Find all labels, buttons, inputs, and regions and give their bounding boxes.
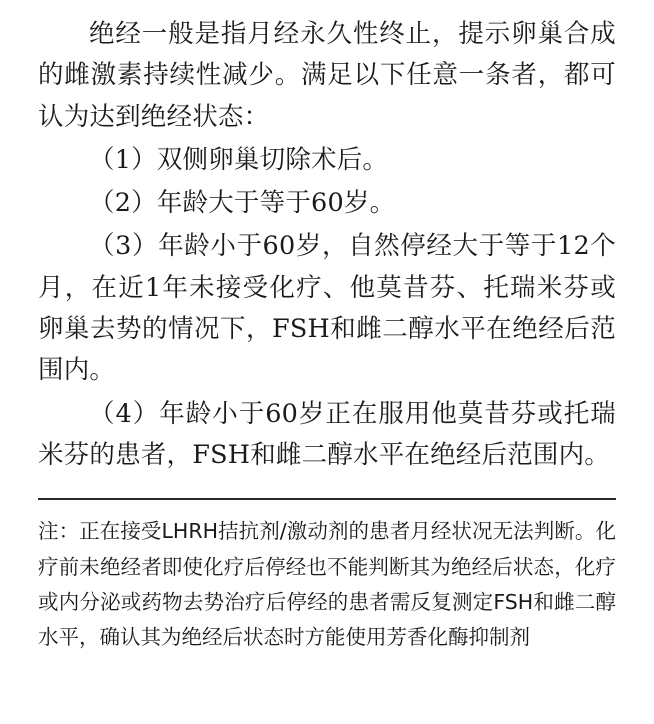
paragraph-criterion-1: （1）双侧卵巢切除术后。: [89, 144, 389, 175]
paragraph-criterion-4: （4）年龄小于60岁正在服用他莫昔芬或托瑞米芬的患者，FSH和雌二醇水平在绝经后范围内。: [38, 398, 616, 470]
paragraph-criterion-3: （3）年龄小于60岁，自然停经大于等于12个月，在近1年未接受化疗、他莫昔芬、托瑞米芬或卵巢去势的情况下，FSH和雌二醇水平在绝经后范围内。: [38, 231, 616, 386]
main-text-block: [38, 14, 616, 476]
footnote-text: 注：正在接受LHRH拮抗剂/激动剂的患者月经状况无法判断。化疗前未绝经者即使化疗后停经也不能判断其为绝经后状态，化疗或内分泌或药物去势治疗后停经的患者需反复测定FSH和雌二醇水平，确认其为绝经后状态时方能使用芳香化酶抑制剂: [38, 519, 616, 650]
footnote-divider: [38, 498, 616, 500]
paragraph-criterion-2: （2）年龄大于等于60岁。: [89, 188, 396, 219]
paragraph-definition: 绝经一般是指月经永久性终止，提示卵巢合成的雌激素持续性减少。满足以下任意一条者，都可认为达到绝经状态：: [38, 19, 616, 132]
